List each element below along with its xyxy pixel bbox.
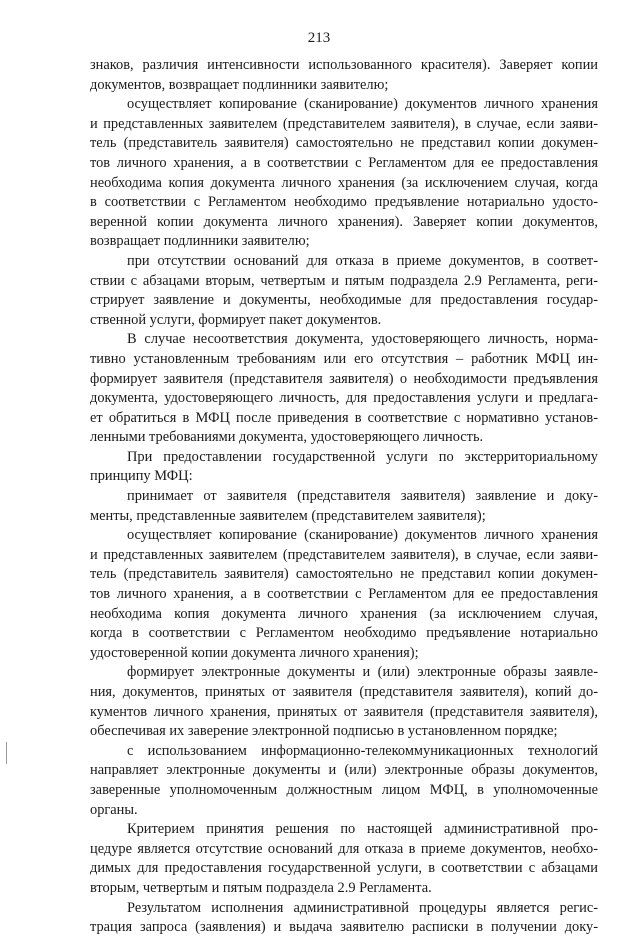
text-line: осуществляет копирование (сканирование) документов личного хранения [127, 96, 598, 113]
text-line: принципу МФЦ: [90, 468, 193, 485]
text-line: ствии с абзацами вторым, четвертым и пятым подраздела 2.9 Регламента, реги- [90, 272, 598, 289]
text-line: В случае несоответствия документа, удостоверяющего личность, норма- [127, 331, 598, 348]
text-line: направляет электронные документы и (или) электронные образы документов, [90, 762, 598, 779]
text-line: знаков, различия интенсивности использованного красителя). Заверяет копии [90, 57, 598, 73]
text-line: веренной копии документа личного хранения). Заверяет копии документов, [90, 213, 598, 230]
text-line: Результатом исполнения административной процедуры является регис- [127, 899, 598, 916]
text-line: осуществляет копирование (сканирование) документов личного хранения [127, 527, 598, 544]
text-line: тель (представитель заявителя) самостоятельно не представил копии докумен- [90, 566, 598, 583]
text-line: необходима копия документа личного хранения (за исключением случая, [90, 605, 598, 622]
text-line: цедуре является отсутствие оснований для отказа в приеме документов, необхо- [90, 840, 598, 857]
text-line: документов, возвращает подлинники заявителю; [90, 76, 389, 93]
text-line: в соответствии с Регламентом необходимо предъявление нотариально удосто- [90, 194, 598, 211]
text-line: При предоставлении государственной услуги по экстерриториальному [127, 448, 598, 465]
text-line: Критерием принятия решения по настоящей административной про- [127, 821, 598, 838]
text-line: формирует электронные документы и (или) электронные образы заявле- [127, 664, 598, 681]
text-line: удостоверенной копии документа личного хранения); [90, 644, 419, 661]
text-line: документа, удостоверяющего личность, для предоставления услуги и предлага- [90, 390, 598, 407]
text-line: при отсутствии оснований для отказа в приеме документов, в соответ- [127, 252, 598, 269]
text-line: ния, документов, принятых от заявителя (представителя заявителя), копий до- [90, 684, 598, 700]
text-line: и представленных заявителем (представителем заявителя), в случае, если заяви- [90, 546, 598, 563]
text-line: возвращает подлинники заявителю; [90, 233, 310, 250]
text-line: ленными требованиями документа, удостоверяющего личность. [90, 429, 484, 446]
text-line: стрирует заявление и документы, необходимые для предоставления государ- [90, 292, 598, 309]
text-line: необходима копия документа личного хранения (за исключением случая, когда [90, 174, 598, 191]
text-line: заверенные уполномоченным должностным лицом МФЦ, в уполномоченные [90, 781, 598, 798]
text-line: ственной услуги, формирует пакет документов. [90, 311, 382, 328]
text-line: принимает от заявителя (представителя заявителя) заявление и доку- [127, 488, 598, 505]
text-line: и представленных заявителем (представителем заявителя), в случае, если заяви- [90, 115, 598, 132]
text-line: тов личного хранения, а в соответствии с Регламентом для ее предоставления [90, 586, 598, 603]
text-line: трация запроса (заявления) и выдача заявителю расписки в получении доку- [90, 919, 598, 936]
text-line: обеспечивая их заверение электронной подписью в установленном порядке; [90, 723, 558, 740]
text-line: менты, представленные заявителем (представителем заявителя); [90, 507, 486, 524]
text-line: димых для предоставления государственной услуги, в соответствии с абзацами [90, 860, 598, 877]
text-line: тивно установленным требованиям или его отсутствия – работник МФЦ ин- [90, 350, 598, 367]
page-number: 213 [307, 30, 331, 46]
text-line: тель (представитель заявителя) самостоятельно не представил копии докумен- [90, 135, 598, 152]
scan-mark [6, 742, 7, 764]
text-line: кументов личного хранения, принятых от заявителя (представителя заявителя), [90, 703, 598, 720]
body-text [90, 56, 598, 938]
text-line: формирует заявителя (представителя заявителя) о необходимости предъявления [90, 370, 598, 387]
text-line: тов личного хранения, а в соответствии с Регламентом для ее предоставления [90, 154, 598, 171]
text-line: ет обратиться в МФЦ после приведения в соответствие с нормативно установ- [90, 409, 598, 426]
text-line: вторым, четвертым и пятым подраздела 2.9 Регламента. [90, 879, 432, 896]
text-line: органы. [90, 801, 138, 818]
text-line: когда в соответствии с Регламентом необходимо предъявление нотариально [90, 625, 598, 642]
text-line: с использованием информационно-телекоммуникационных технологий [127, 742, 598, 759]
